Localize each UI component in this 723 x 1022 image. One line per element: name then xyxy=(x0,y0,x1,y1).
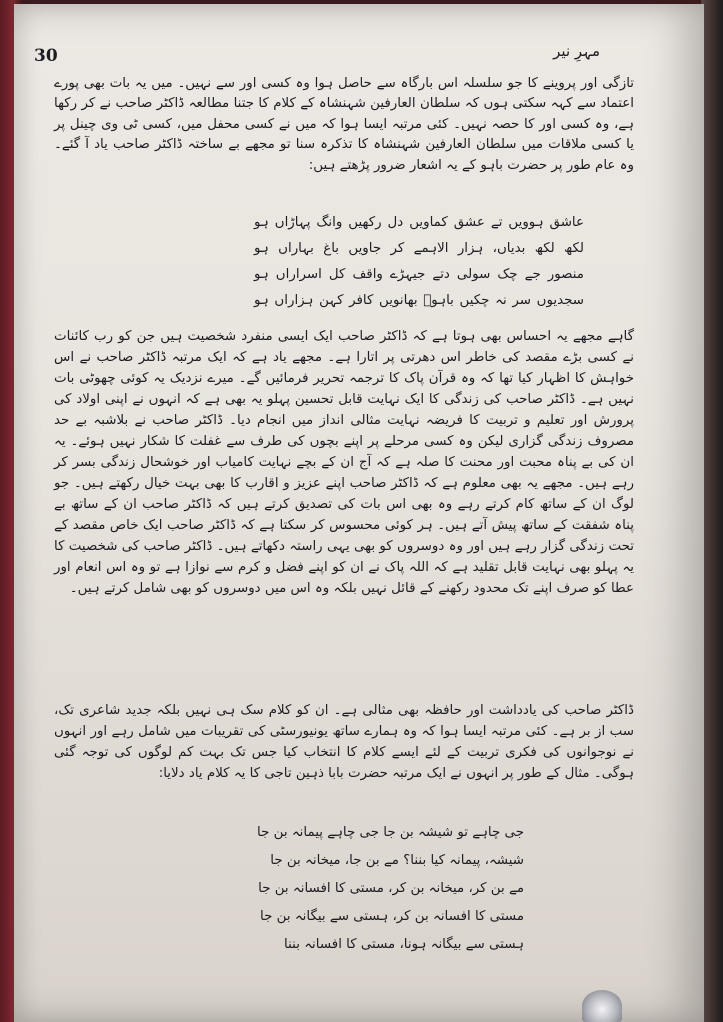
verse-block-1 xyxy=(254,210,584,314)
paragraph-1-text: تازگی اور پروینے کا جو سلسلہ اس بارگاہ سے حاصل ہوا وہ کسی اور سے نہیں۔ میں یہ بات بھی پورے اعتماد سے کہہ سکتی ہوں کہ سلطان العارفین شہنشاہ کے کلام کا جتنا مطالعہ ڈاکٹر صاحب نے کر رکھا ہے، وہ کسی اور کا حصہ نہیں۔ کئی مرتبہ ایسا ہوا کہ میں نے کسی محفل میں، کسی ٹی وی چینل پر یا کسی ملاقات میں سلطان العارفین شہنشاہ کا تذکرہ سنا تو مجھے بے ساختہ ڈاکٹر صاحب یاد آ گئے۔ وہ عام طور پر حضرت باہو کے یہ اشعار ضرور پڑھتے ہیں: xyxy=(54,76,634,173)
verse-block-2 xyxy=(224,819,524,959)
verse-line: جی چاہے تو شیشہ بن جا جی چاہے پیمانہ بن جا xyxy=(257,825,524,840)
verse-line: مستی کا افسانہ بن کر، ہستی سے بیگانہ بن جا xyxy=(260,909,524,924)
paragraph-1 xyxy=(54,74,634,176)
book-page xyxy=(14,4,704,1022)
verse-line: منصور جے چک سولی دتے جیہڑے واقف کل اسراراں ہو xyxy=(254,267,584,282)
book-edge-right xyxy=(701,0,723,1022)
page-number: 30 xyxy=(34,46,58,66)
verse-line: لکھ لکھ بدیاں، ہزار الاہمے کر جاویں باغ بہاراں ہو xyxy=(254,241,584,256)
verse-line: ہستی سے بیگانہ ہونا، مستی کا افسانہ بننا xyxy=(284,937,524,952)
pen-cap xyxy=(582,990,622,1022)
running-header: مہرِ نیر xyxy=(553,42,600,60)
paragraph-2: گاہے مجھے یہ احساس بھی ہوتا ہے کہ ڈاکٹر صاحب ایک ایسی منفرد شخصیت ہیں جن کو رب کائنات نے کسی بڑے مقصد کی خاطر اس دھرتی پر اتارا ہے۔ مجھے یاد ہے کہ ایک مرتبہ ڈاکٹر صاحب نے اس خواہش کا اظہار کیا تھا کہ وہ قرآن پاک کا ترجمہ تحریر فرمائیں گے۔ میرے نزدیک یہ کوئی چھوٹی بات نہیں ہے۔ ڈاکٹر صاحب کی زندگی کا ایک نہایت قابل تحسین پہلو یہ بھی ہے کہ انہوں نے اپنی اولاد کی پرورش اور تعلیم و تربیت کا فریضہ نہایت مثالی انداز میں انجام دیا۔ ڈاکٹر صاحب نے بلاشبہ بے حد مصروف زندگی گزاری لیکن وہ کسی مرحلے پر اپنے بچوں کی طرف سے غفلت کا شکار نہیں ہوئے۔ یہ ان کی بے پناہ محبت اور محنت کا صلہ ہے کہ آج ان کے بچے نہایت کامیاب اور خوشحال زندگی بسر کر رہے ہیں۔ مجھے یہ بھی معلوم ہے کہ ڈاکٹر صاحب اپنے عزیز و اقارب کا بھی بہت خیال رکھتے ہیں۔ جو لوگ ان کے ساتھ کام کرتے رہے وہ بھی اس بات کی تصدیق کرتے ہیں کہ ڈاکٹر صاحب ان کے ساتھ بے پناہ شفقت کے ساتھ پیش آتے ہیں۔ ہر کوئی محسوس کر سکتا ہے کہ ڈاکٹر صاحب ایک خاص مقصد کے تحت زندگی گزار رہے ہیں اور وہ دوسروں کو بھی یہی راستہ دکھاتے ہیں۔ ڈاکٹر صاحب کی شخصیت کا یہ پہلو بھی نہایت قابل تقلید ہے کہ اللہ پاک نے ان کو اپنے فضل و کرم سے نوازا ہے تو وہ اس انعام اور عطا کو صرف اپنے تک محدود رکھنے کے قائل نہیں بلکہ وہ اس میں دوسروں کو بھی شامل کرتے ہیں۔ xyxy=(54,329,634,596)
verse-line: سجدیوں سر نہ چکیں باہوؒ بھانویں کافر کہن ہزاراں ہو xyxy=(254,293,584,308)
paragraph-3: ڈاکٹر صاحب کی یادداشت اور حافظہ بھی مثالی ہے۔ ان کو کلام سک ہی نہیں بلکہ جدید شاعری تک، سب از بر ہے۔ کئی مرتبہ ایسا ہوا کہ وہ ہمارے ساتھ یونیورسٹی کی تقریبات میں شامل رہے اور انہوں نے نوجوانوں کی فکری تربیت کے لئے ایسے کلام کا انتخاب کیا جس تک بہت کم لوگوں کی توجہ گئی ہوگی۔ مثال کے طور پر انہوں نے ایک مرتبہ حضرت بابا ذہین تاجی کا یہ کلام یاد دلایا: xyxy=(54,703,634,781)
verse-line: شیشہ، پیمانہ کیا بننا؟ مے بن جا، میخانہ بن جا xyxy=(270,853,524,868)
verse-line: مے بن کر، میخانہ بن کر، مستی کا افسانہ بن جا xyxy=(258,881,524,896)
verse-line: عاشق ہوویں تے عشق کماویں دل رکھیں وانگ پہاڑاں ہو xyxy=(254,215,584,230)
